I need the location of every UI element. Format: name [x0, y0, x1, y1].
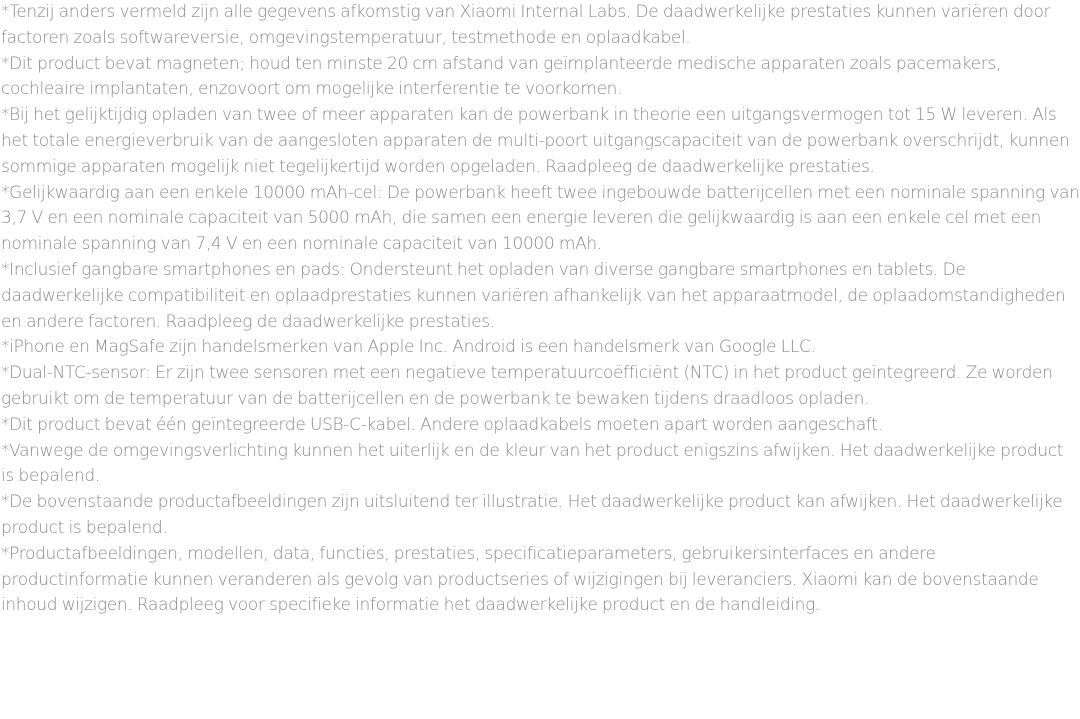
footnote-trademarks: *iPhone en MagSafe zijn handelsmerken van Apple Inc. Android is een handelsmerk van Google LLC. [1, 337, 816, 358]
footnote-simultaneous-charging: *Bij het gelijktijdig opladen van twee of meer apparaten kan de powerbank in theorie een uitgangsvermogen tot 15 W leveren. Als het totale energieverbruik van de aangesloten apparaten de multi-poort uitgangscapaciteit van de powerbank overschrijdt, kunnen sommige apparaten mogelijk niet tegelijkertijd worden opgeladen. Raadpleeg de daadwerkelijke prestaties. [1, 105, 1070, 177]
footnote-compatibility: *Inclusief gangbare smartphones en pads: Ondersteunt het opladen van diverse gangbare smartphones en tablets. De daadwerkelijke compatibiliteit en oplaadprestaties kunnen variëren afhankelijk van het apparaatmodel, de oplaadomstandigheden en andere factoren. Raadpleeg de daadwerkelijke prestaties. [1, 259, 1066, 332]
footnote-battery-cell: *Gelijkwaardig aan een enkele 10000 mAh-cel: De powerbank heeft twee ingebouwde batterijcellen met een nominale spanning van 3,7 V en een nominale capaciteit van 5000 mAh, die samen een energie leveren die gelijkwaardig is aan een enkele cel met een nominale spanning van 7,4 V en een nominale capaciteit van 10000 mAh. [1, 182, 1080, 255]
footnote-appearance: *Vanwege de omgevingsverlichting kunnen het uiterlijk en de kleur van het product enigszins afwijken. Het daadwerkelijke product is bepalend. [1, 440, 1064, 487]
footnote-ntc-sensor: *Dual-NTC-sensor: Er zijn twee sensoren met een negatieve temperatuurcoëfficiënt (NTC) in het product geïntegreerd. Ze worden gebruikt om de temperatuur van de batterijcellen en de powerbank te bewaken tijdens draadloos opladen. [1, 363, 1053, 409]
footnote-product-changes: *Productafbeeldingen, modellen, data, functies, prestaties, specificatieparameters, gebruikersinterfaces en andere productinformatie kunnen veranderen als gevolg van productseries of wijzigingen bij leveranciers. Xiaomi kan de bovenstaande inhoud wijzigen. Raadpleeg voor specifieke informatie het daadwerkelijke product en de handleiding. [1, 543, 1039, 616]
footnote-test-data: *Tenzij anders vermeld zijn alle gegevens afkomstig van Xiaomi Internal Labs. De daadwerkelijke prestaties kunnen variëren door factoren zoals softwareversie, omgevingstemperatuur, testmethode en oplaadkabel. [1, 2, 1051, 48]
footnote-magnets: *Dit product bevat magneten; houd ten minste 20 cm afstand van geïmplanteerde medische apparaten zoals pacemakers, cochleaire implantaten, enzovoort om mogelijke interferentie te voorkomen. [1, 53, 1001, 100]
footnote-usb-c-cable: *Dit product bevat één geïntegreerde USB-C-kabel. Andere oplaadkabels moeten apart worden aangeschaft. [1, 414, 883, 435]
footnote-illustration: *De bovenstaande productafbeeldingen zijn uitsluitend ter illustratie. Het daadwerkelijke product kan afwijken. Het daadwerkelijke product is bepalend. [1, 492, 1063, 538]
